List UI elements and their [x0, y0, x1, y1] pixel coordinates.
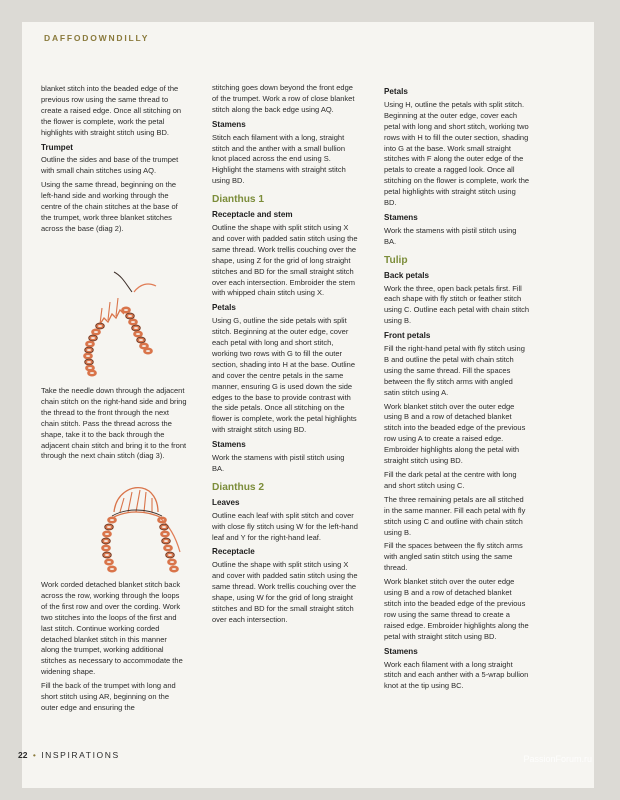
subsection-heading: Petals: [384, 87, 408, 96]
body-paragraph: Work the stamens with pistil stitch using BA.: [212, 453, 345, 473]
body-paragraph: Fill the spaces between the fly stitch arms with angled satin stitch using the same thread.: [384, 541, 523, 573]
body-paragraph: Outline the shape with split stitch using X and cover with padded satin stitch using the same thread. Work trellis couching over the shape, using Z for the grid of long straight stitches and BD for the small straight stitch over each intersection. Embroider the stem with whipped chain stitch using X.: [212, 222, 358, 298]
body-paragraph: Using H, outline the petals with split stitch. Beginning at the outer edge, cover each petal with long and short stitch, working two rows with H to fill the outer section, shading into G at the base. Work small straight stitches with F along the outer edge of the petals to create a ragged look. Once all stitching on the flower is complete, work the petal highlights with straight stitch using BD.: [384, 99, 530, 208]
column-3: [384, 83, 530, 695]
body-paragraph: Work the stamens with pistil stitch using BA.: [384, 225, 517, 246]
body-paragraph: Work corded detached blanket stitch back across the row, working through the loops of the first row and over the cording. Work two stitches into the loops of the first and last stitch. Continue working corded detached blanket stitch in this manner along the trumpet, working additional stitches as necessary to accommodate the widening shape.: [41, 580, 183, 677]
subsection-heading: Front petals: [384, 331, 431, 341]
column-1-middle: [41, 386, 187, 465]
body-paragraph: Fill the back of the trumpet with long and short stitch using AR, beginning on the outer edge and ensuring the: [41, 681, 176, 712]
body-paragraph: Work blanket stitch over the outer edge using B and a row of detached blanket stitch into the beaded edge of the previous row using the same thread to create a raised edge. Embroider highlights along the petal with straight stitch using BD.: [384, 577, 529, 641]
subsection-heading: Trumpet: [41, 142, 73, 152]
body-paragraph: Work each filament with a long straight stitch and each anther with a 5-wrap bullion knot at the tip using BC.: [384, 659, 529, 691]
subsection-heading: Stamens: [212, 440, 246, 450]
subsection-heading: Back petals: [384, 270, 429, 280]
page-number: 22: [18, 750, 28, 760]
subsection-heading: Receptacle: [212, 547, 255, 557]
column-2: [212, 83, 358, 629]
body-paragraph: Take the needle down through the adjacent chain stitch on the right-hand side and bring the thread to the front through the next chain stitch. Pass the thread across the shape, take it to the back through the adjacent chain stitch and bring it to the front through the next chain stitch (diag 3).: [41, 386, 187, 461]
body-paragraph: Outline the shape with split stitch using X and cover with padded satin stitch using the same thread. Work trellis couching over the shape, using W for the grid of long straight stitches and BD for the small straight stitch over each intersection.: [212, 560, 358, 624]
subsection-heading: Leaves: [212, 497, 240, 507]
running-title: DAFFODOWNDILLY: [44, 33, 150, 43]
column-1-bottom: [41, 580, 187, 717]
section-heading: Dianthus 1: [212, 194, 265, 206]
body-paragraph: blanket stitch into the beaded edge of the previous row using the same thread to create a raised edge. Once all stitching on the flower is complete, work the petal highlights with straight stitch using BD.: [41, 84, 182, 137]
body-paragraph: Outline each leaf with split stitch and cover with close fly stitch using W for the left-hand leaf and Y for the right-hand leaf.: [212, 510, 358, 542]
diagram-3-illustration: [86, 472, 194, 588]
section-heading: Tulip: [384, 254, 408, 266]
body-paragraph: Work blanket stitch over the outer edge using B and a row of detached blanket stitch into the beaded edge of the previous row using A to create a raised edge. Embroider highlights along the petal with straight stitch using BD.: [384, 401, 526, 466]
subsection-heading: Receptacle and stem: [212, 210, 293, 220]
body-paragraph: Stitch each filament with a long, straight stitch and the anther with a small bullion knot placed across the end using S. Highlight the stamens with straight stitch using BD.: [212, 132, 346, 186]
body-paragraph: Using the same thread, beginning on the left-hand side and working through the centre of the chain stitches at the base of the trumpet, work three blanket stitches across the base (diag 2).: [41, 180, 178, 233]
site-watermark: PassionForum.ru: [523, 754, 592, 764]
body-paragraph: stitching goes down beyond the front edge of the trumpet. Work a row of close blanket stitch along the back edge using AQ.: [212, 83, 355, 114]
magazine-name: INSPIRATIONS: [41, 750, 120, 760]
footer-separator: •: [32, 750, 36, 760]
page-footer: [18, 750, 120, 760]
body-paragraph: Outline the sides and base of the trumpet with small chain stitches using AQ.: [41, 155, 179, 176]
body-paragraph: The three remaining petals are all stitched in the same manner. Fill each petal with fly stitch using C and outline with chain stitch using B.: [384, 494, 526, 537]
body-paragraph: Fill the right-hand petal with fly stitch using B and outline the petal with chain stitch using the same thread. Fill the spaces between the fly stitch arms with angled satin stitch using A.: [384, 344, 525, 397]
section-heading: Dianthus 2: [212, 481, 265, 493]
subsection-heading: Stamens: [384, 646, 418, 656]
subsection-heading: Stamens: [384, 212, 418, 222]
diagram-2-illustration: [56, 262, 174, 380]
column-1-top: [41, 84, 187, 238]
subsection-heading: Stamens: [212, 119, 246, 129]
subsection-heading: Petals: [212, 303, 236, 313]
body-paragraph: Fill the dark petal at the centre with long and short stitch using C.: [384, 470, 517, 490]
body-paragraph: Using G, outline the side petals with split stitch. Beginning at the outer edge, cover each petal with long and short stitch, working two rows with G to fill the outer section, shading into H at the base. Outline and cover the centre petals in the same manner, ensuring G is used down the side edges to the base to provide contrast with the side petals. Once all stitching on the flower is complete, work the petal highlights with straight stitch using BD.: [212, 316, 357, 435]
body-paragraph: Work the three, open back petals first. Fill each shape with fly stitch or feather stitch using C. Outline each petal with chain stitch using B.: [384, 283, 530, 326]
